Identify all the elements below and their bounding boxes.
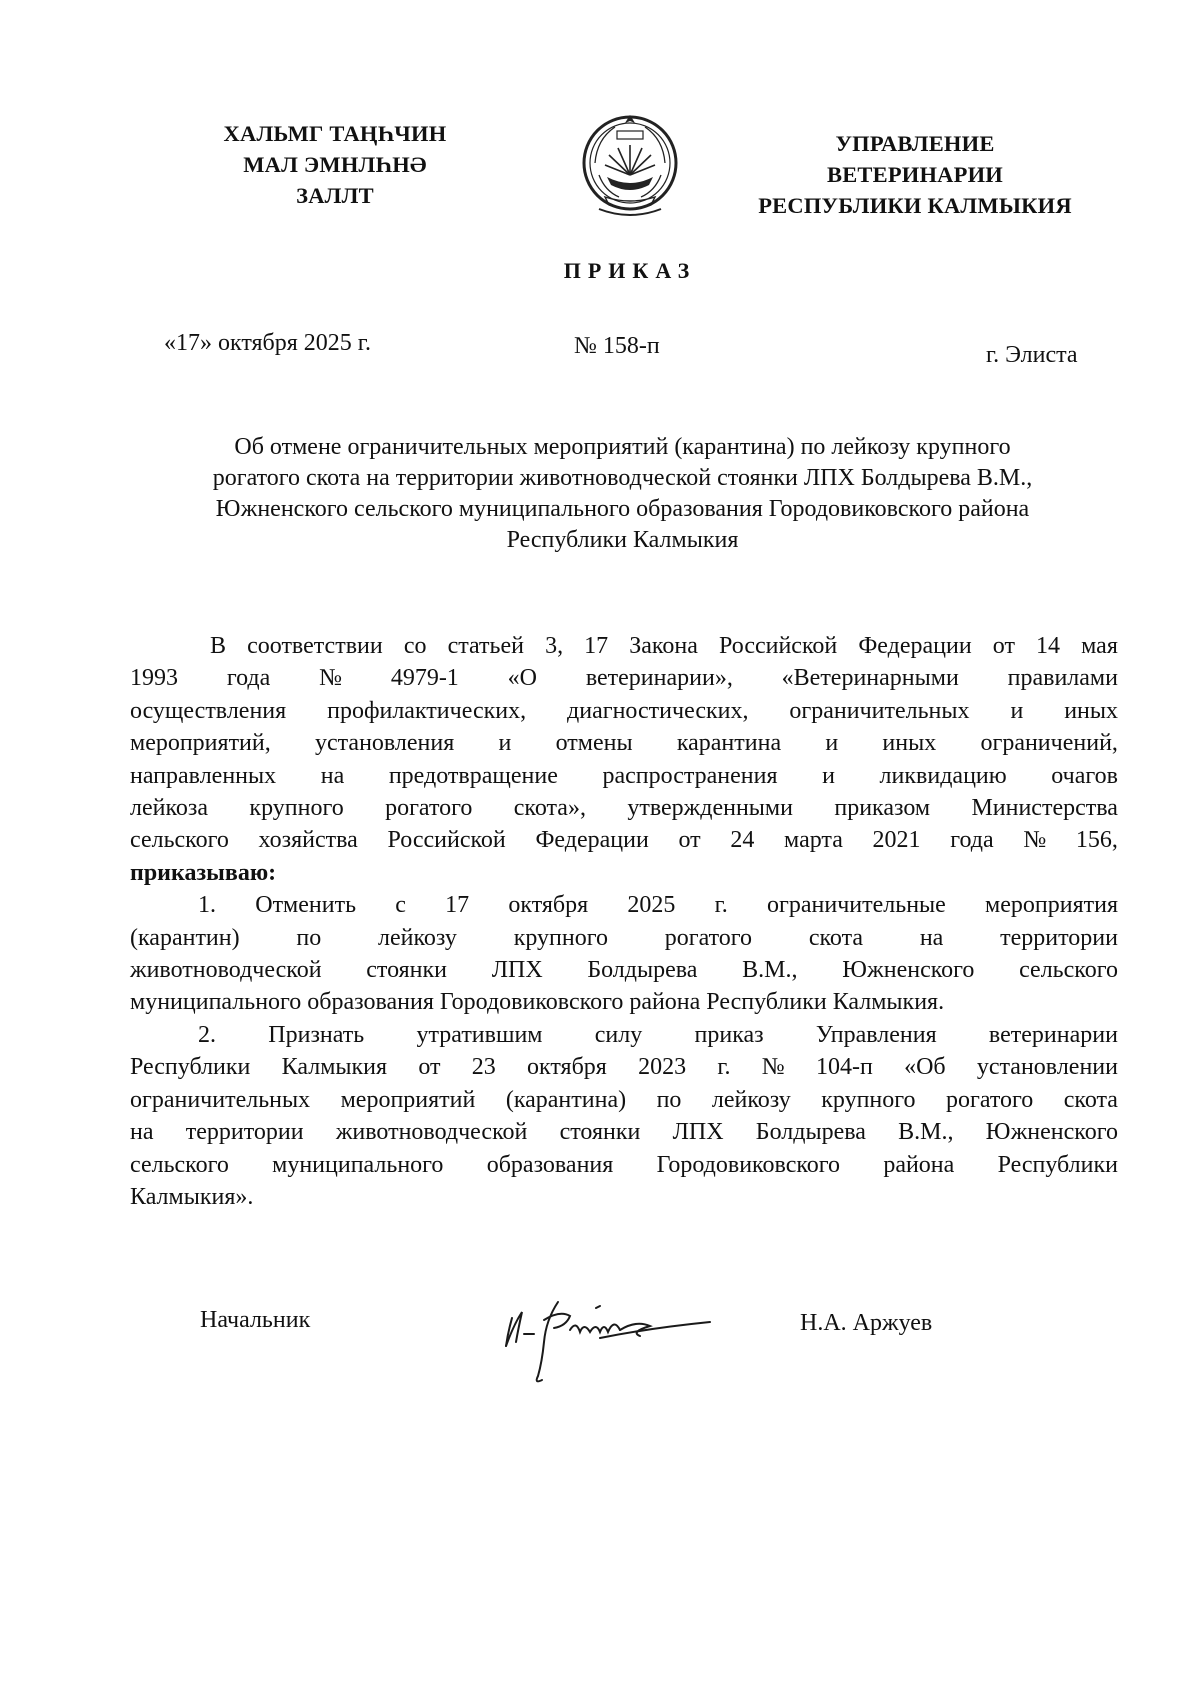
word: (карантина): [505, 1086, 627, 1113]
word: ограничительных: [130, 1086, 311, 1113]
title-line: Южненского сельского муниципального образования Городовиковского района: [215, 496, 1030, 522]
word: Федерации: [858, 633, 972, 659]
word: В.М.,: [898, 1119, 954, 1146]
title-line: Республики Калмыкия: [506, 527, 739, 553]
word: рогатого: [385, 795, 473, 822]
word: сельского: [130, 827, 229, 854]
word: соответствии: [247, 633, 383, 659]
word: мероприятий,: [130, 730, 271, 757]
word: Управления: [815, 1021, 937, 1048]
word: района: [883, 1151, 955, 1178]
word: от: [418, 1054, 441, 1081]
preamble-line: [130, 695, 1118, 727]
word: Республики: [997, 1151, 1118, 1178]
header-right-line: РЕСПУБЛИКИ КАЛМЫКИЯ: [758, 193, 1072, 218]
header-right-line: ВЕТЕРИНАРИИ: [827, 162, 1003, 187]
word: Южненского: [985, 1119, 1118, 1146]
word: лейкозу: [711, 1086, 791, 1113]
word: 14: [1036, 633, 1061, 659]
word: территории: [185, 1119, 304, 1146]
word: приказ: [694, 1021, 764, 1048]
word: «Об: [904, 1054, 946, 1081]
word: Болдырева: [587, 957, 698, 984]
word: 2025: [627, 892, 676, 919]
word: правилами: [1007, 665, 1118, 692]
header-left-line: ХАЛЬМГ ТАҢҺЧИН: [223, 121, 447, 146]
word: скота»,: [513, 795, 586, 822]
word: Республики: [130, 1054, 251, 1081]
word: очагов: [1051, 762, 1118, 789]
word: рогатого: [945, 1086, 1034, 1113]
word: карантина: [676, 730, 782, 757]
word: скота: [808, 924, 864, 951]
word: 1.: [198, 892, 216, 919]
word: 3,: [545, 633, 564, 659]
word: стоянки: [366, 957, 448, 984]
word: мероприятия: [985, 892, 1118, 919]
word: Калмыкия: [281, 1054, 388, 1081]
word: утратившим: [416, 1021, 543, 1048]
word: утвержденными: [627, 795, 793, 822]
word: ограничительных: [789, 697, 970, 724]
word: крупного: [821, 1086, 916, 1113]
item2-line: [130, 1084, 1118, 1116]
word: животноводческой: [335, 1119, 528, 1146]
word: крупного: [249, 795, 344, 822]
header-left-line: МАЛ ЭМНЛҺНӘ: [243, 152, 427, 177]
preamble-line: [130, 792, 1118, 824]
word: 23: [471, 1054, 496, 1081]
word: 104-п: [815, 1054, 873, 1081]
word: Южненского: [842, 957, 975, 984]
word: по: [656, 1086, 682, 1113]
word: направленных: [130, 762, 277, 789]
word: Российской: [387, 827, 506, 854]
word: рогатого: [664, 924, 753, 951]
word: ЛПХ: [672, 1119, 724, 1146]
word: муниципального: [272, 1151, 444, 1178]
word: на: [320, 762, 345, 789]
word: стоянки: [559, 1119, 641, 1146]
word: г.: [714, 892, 728, 919]
preamble-line: [130, 727, 1118, 759]
item1-line: [130, 889, 1118, 921]
preamble-line: [130, 630, 1118, 662]
header-right-line: УПРАВЛЕНИЕ: [835, 131, 995, 156]
word: ограничений,: [980, 730, 1118, 757]
word: крупного: [513, 924, 608, 951]
word: установлении: [976, 1054, 1118, 1081]
document-date: «17» октября 2025 г.: [164, 330, 371, 356]
word: ограничительные: [767, 892, 946, 919]
word: сельского: [1019, 957, 1118, 984]
word: №: [1023, 827, 1047, 854]
word: иных: [1064, 697, 1118, 724]
word: 2021: [872, 827, 921, 854]
title-line: рогатого скота на территории животноводческой стоянки ЛПХ Болдырева В.М.,: [212, 465, 1033, 491]
word: №: [319, 665, 342, 692]
item2-line: Калмыкия».: [130, 1183, 254, 1210]
word: отмены: [555, 730, 633, 757]
word: В.М.,: [742, 957, 798, 984]
preamble-line: [130, 662, 1118, 694]
word: октября: [508, 892, 589, 919]
word: сельского: [130, 1151, 229, 1178]
word: Признать: [268, 1021, 365, 1048]
header-right-russian: [735, 128, 1095, 221]
word: г.: [717, 1054, 731, 1081]
signatory-name: Н.А. Аржуев: [800, 1310, 933, 1336]
kalmykia-emblem-icon: [575, 105, 685, 225]
item2-line: [130, 1149, 1118, 1181]
word: октября: [527, 1054, 607, 1081]
word: статьей: [447, 633, 524, 659]
item2-line: [130, 1051, 1118, 1083]
word: 2.: [198, 1021, 216, 1048]
word: профилактических,: [327, 697, 527, 724]
word: №: [761, 1054, 785, 1081]
word: ЛПХ: [491, 957, 543, 984]
word: «О: [507, 665, 537, 692]
word: 24: [730, 827, 755, 854]
word: и: [498, 730, 512, 757]
word: Министерства: [971, 795, 1118, 822]
document-place: г. Элиста: [986, 342, 1078, 368]
word: 156,: [1075, 827, 1118, 854]
order-word: приказываю:: [130, 859, 277, 886]
word: (карантин): [130, 924, 240, 951]
word: животноводческой: [130, 957, 322, 984]
document-number: № 158-п: [574, 333, 660, 359]
word: диагностических,: [567, 697, 749, 724]
word: от: [992, 633, 1015, 659]
item2-line: [130, 1019, 1118, 1051]
word: от: [678, 827, 701, 854]
word: и: [1010, 697, 1024, 724]
word: «Ветеринарными: [781, 665, 959, 692]
header-left-line: ЗАЛЛТ: [296, 183, 374, 208]
item1-line: [130, 922, 1118, 954]
word: 4979-1: [390, 665, 459, 692]
preamble-line: [130, 824, 1118, 856]
word: лейкоза: [130, 795, 209, 822]
word: ликвидацию: [879, 762, 1007, 789]
document-title: [120, 432, 1125, 556]
word: Городовиковского: [656, 1151, 841, 1178]
word: Федерации: [535, 827, 649, 854]
word: силу: [594, 1021, 643, 1048]
word: мероприятий: [340, 1086, 476, 1113]
word: 17: [445, 892, 470, 919]
word: со: [403, 633, 427, 659]
word: хозяйства: [258, 827, 358, 854]
word: по: [296, 924, 322, 951]
word: с: [395, 892, 406, 919]
word: года: [226, 665, 271, 692]
word: скота: [1063, 1086, 1118, 1113]
document-body: [130, 630, 1118, 1213]
word: марта: [784, 827, 843, 854]
word: лейкозу: [378, 924, 457, 951]
word: территории: [1000, 924, 1118, 951]
word: Российской: [718, 633, 838, 659]
word: установления: [314, 730, 455, 757]
word: 17: [584, 633, 609, 659]
word: года: [950, 827, 994, 854]
word: осуществления: [130, 697, 287, 724]
signatory-position: Начальник: [200, 1307, 311, 1333]
header-left-kalmyk: [190, 118, 480, 211]
word: Болдырева: [755, 1119, 866, 1146]
item2-line: [130, 1116, 1118, 1148]
word: мая: [1081, 633, 1118, 659]
word: 2023: [638, 1054, 687, 1081]
preamble-line: [130, 760, 1118, 792]
item1-line: [130, 954, 1118, 986]
title-line: Об отмене ограничительных мероприятий (карантина) по лейкозу крупного: [234, 434, 1011, 460]
word: приказом: [834, 795, 931, 822]
word: на: [130, 1119, 154, 1146]
handwritten-signature-icon: [500, 1280, 720, 1390]
item1-line: муниципального образования Городовиковского района Республики Калмыкия.: [130, 989, 945, 1016]
word: на: [919, 924, 944, 951]
word: и: [825, 730, 839, 757]
word: ветеринарии»,: [585, 665, 733, 692]
word: ветеринарии: [988, 1021, 1118, 1048]
word: 1993: [130, 665, 178, 692]
word: предотвращение: [388, 762, 558, 789]
word: иных: [882, 730, 937, 757]
word: и: [822, 762, 835, 789]
document-type-heading: ПРИКАЗ: [563, 258, 697, 283]
word: распространения: [602, 762, 778, 789]
word: Отменить: [255, 892, 357, 919]
word: В: [210, 633, 227, 659]
word: образования: [486, 1151, 614, 1178]
word: Закона: [629, 633, 698, 659]
